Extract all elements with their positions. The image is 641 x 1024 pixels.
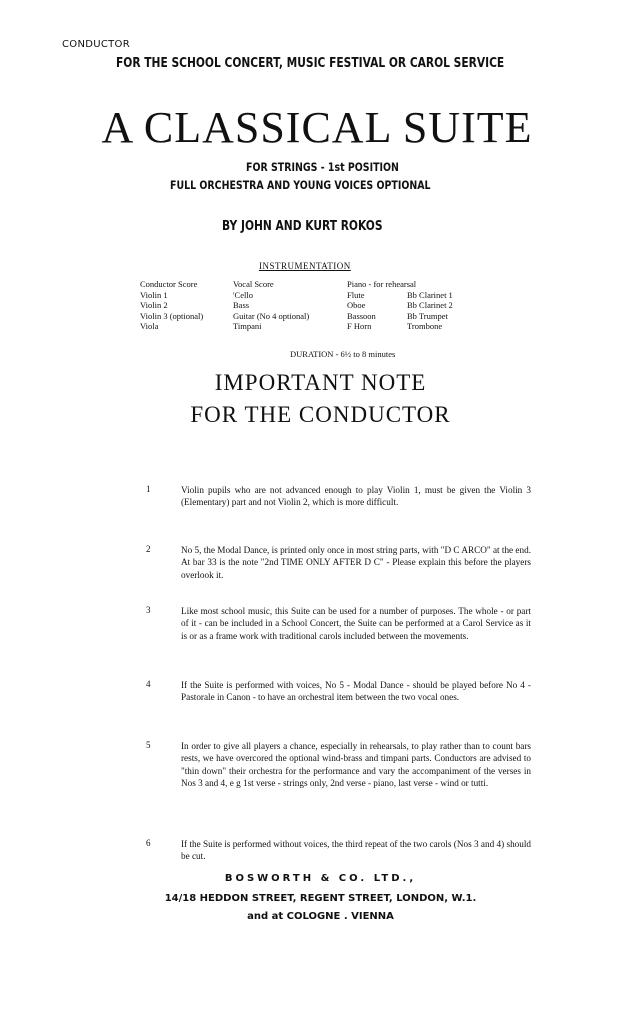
instrument-entry: F Horn [347,321,372,332]
note-item-number: 6 [146,838,151,848]
instrument-entry: Bb Clarinet 1 [407,289,453,300]
instrumentation-column [407,279,453,332]
duration-line: DURATION - 6½ to 8 minutes [290,349,396,359]
page-title: A CLASSICAL SUITE [101,103,533,152]
note-item-text: Like most school music, this Suite can be used for a number of purposes. The whole - or part of it - can be included in a School Concert, the Suite can be performed at a Carol Service as it is or as a frame work with traditional carols included between the movements. [181,606,531,641]
instrument-entry: Violin 1 [140,289,168,300]
instrumentation-column [140,279,203,332]
note-item-number: 3 [146,605,151,615]
note-heading-line-2: FOR THE CONDUCTOR [190,402,451,427]
corner-label: CONDUCTOR [62,39,130,50]
subtitle-orchestra: FULL ORCHESTRA AND YOUNG VOICES OPTIONAL [170,178,431,192]
instrument-entry: Bassoon [347,310,376,321]
instrument-entry [407,279,453,290]
note-item-number: 4 [146,679,151,689]
instrument-entry: Timpani [233,321,262,332]
note-item-text: Violin pupils who are not advanced enough to play Violin 1, must be given the Violin 3 (Elementary) part and not Violin 2, which is more difficult. [181,485,531,508]
instrumentation-column [347,279,416,332]
instrument-entry: Violin 3 (optional) [140,310,204,321]
instrument-entry: Conductor Score [140,279,198,289]
note-item-text: If the Suite is performed with voices, No 5 - Modal Dance - should be played before No 4 - Pastorale in Canon - to have an orchestral item between the two vocal ones. [181,680,531,703]
instrument-entry: Viola [140,321,159,332]
instrument-entry: Vocal Score [233,279,274,289]
publisher-name: BOSWORTH & CO. LTD., [224,873,417,884]
note-item-text: No 5, the Modal Dance, is printed only once in most string parts, with "D C ARCO" at the end. At bar 33 is the note "2nd TIME ONLY AFTER D C" - Please explain this before the players overlook it. [181,545,531,580]
instrument-entry: Trombone [407,321,443,332]
publisher-cities: and at COLOGNE . VIENNA [247,911,394,922]
instrument-entry: Flute [347,289,365,300]
instrument-entry: Bb Clarinet 2 [407,300,453,311]
occasion-line: FOR THE SCHOOL CONCERT, MUSIC FESTIVAL OR CAROL SERVICE [116,56,505,71]
instrument-entry: Piano - for rehearsal [347,279,417,289]
instrument-entry: Violin 2 [140,300,168,311]
note-item-text: If the Suite is performed without voices, the third repeat of the two carols (Nos 3 and 4) should be cut. [181,839,531,862]
instrument-entry: Bb Trumpet [407,310,448,321]
instrumentation-column [233,279,309,332]
note-heading-line-1: IMPORTANT NOTE [214,370,427,395]
instrument-entry: Oboe [347,300,366,311]
note-item-number: 2 [146,544,151,554]
note-item-number: 1 [146,484,151,494]
instrumentation-heading: INSTRUMENTATION [259,261,351,271]
subtitle-strings: FOR STRINGS - 1st POSITION [246,160,399,174]
instrument-entry: Bass [233,300,250,311]
note-item-number: 5 [146,740,151,750]
instrument-entry: Guitar (No 4 optional) [233,310,310,321]
byline: BY JOHN AND KURT ROKOS [222,219,383,234]
instrument-entry: 'Cello [233,289,253,300]
note-item-text: In order to give all players a chance, especially in rehearsals, to play rather than to count bars rests, we have overcored the optional wind-brass and timpani parts. Conductors are advised to "thin down" their orchestra for the performance and vary the accompaniment of the verses in Nos 3 and 4, e g 1st verse - strings only, 2nd verse - piano, last verse - wind or tutti. [181,741,531,789]
publisher-address: 14/18 HEDDON STREET, REGENT STREET, LONDON, W.1. [164,893,477,904]
